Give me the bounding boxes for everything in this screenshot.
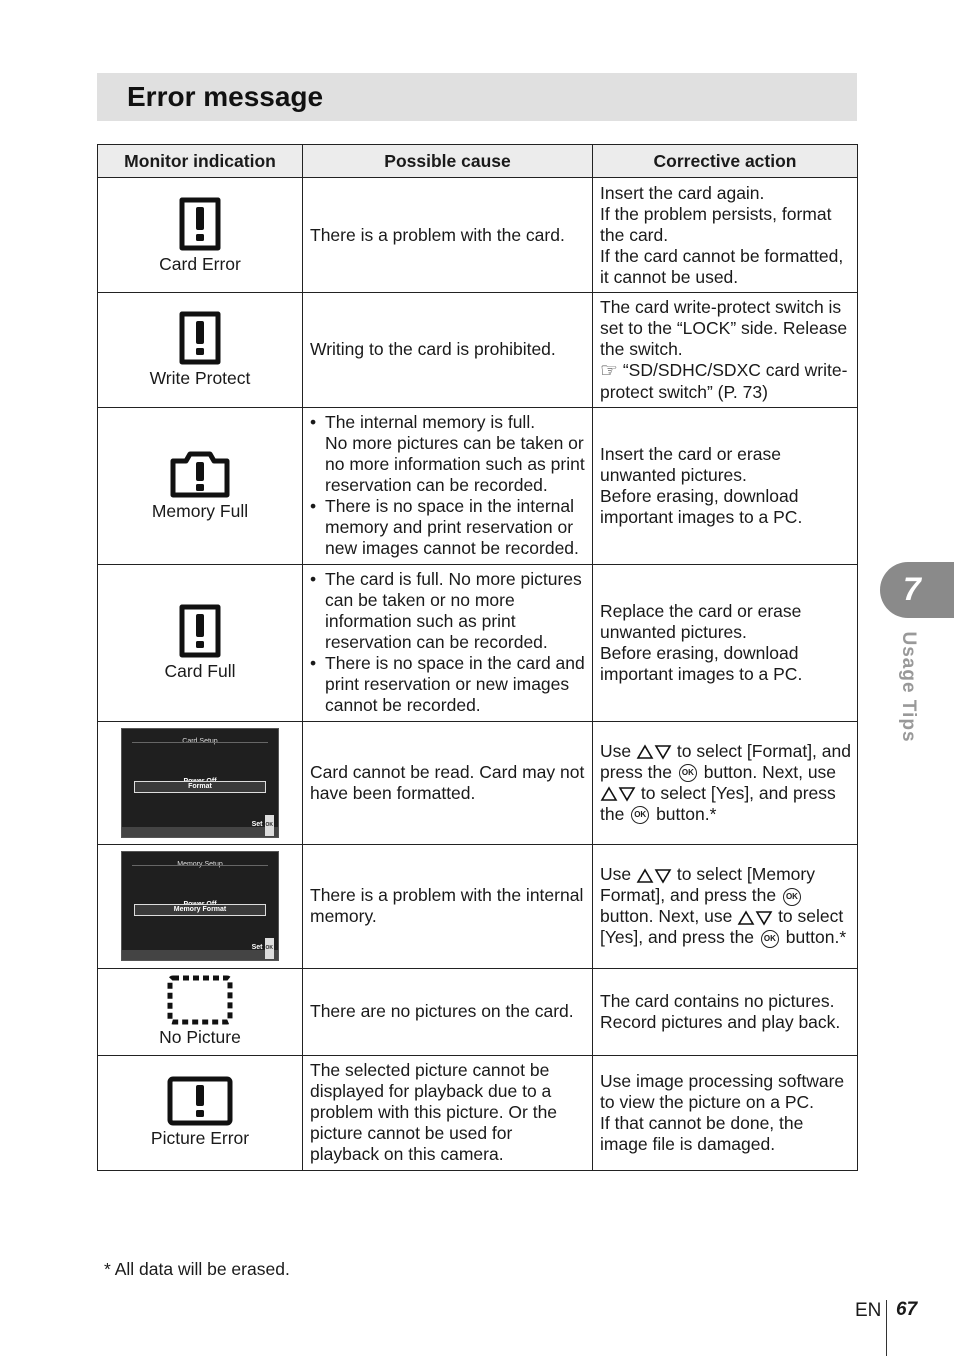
monitor-label: Picture Error: [150, 1128, 250, 1149]
cause-cell: There are no pictures on the card.: [303, 968, 593, 1055]
monitor-cell: [98, 1055, 303, 1170]
cause-list: [310, 412, 586, 559]
action-reference: [600, 360, 851, 403]
picture-error-icon: [167, 1076, 233, 1126]
cause-list: [310, 569, 586, 716]
action-text: button.*: [785, 927, 847, 948]
screen-set-label: [252, 937, 274, 959]
action-line: Use image processing software to view the picture on a PC.: [600, 1070, 845, 1112]
table-row: [98, 844, 858, 968]
monitor-label: Write Protect: [149, 368, 251, 389]
set-text: Set: [251, 820, 263, 828]
page-divider: [886, 1300, 887, 1356]
action-cell: [593, 407, 858, 564]
action-cell: [593, 844, 858, 968]
list-item: [310, 496, 586, 559]
monitor-label: No Picture: [159, 1027, 241, 1048]
action-line: Before erasing, download important images to a PC.: [600, 642, 803, 684]
table-row: [98, 968, 858, 1055]
monitor-label: Card Error: [159, 253, 241, 274]
table-header-row: [98, 145, 858, 178]
cause-cell: The selected picture cannot be displayed for playback due to a problem with this picture. Or the picture cannot be used for playback on this camera.: [303, 1055, 593, 1170]
action-text: to select [Yes], and press the: [600, 906, 844, 948]
cause-cell: Writing to the card is prohibited.: [303, 293, 593, 408]
bullet-detail: No more pictures can be taken or no more information such as print reservation can be recorded.: [325, 433, 585, 496]
write-protect-icon: [178, 310, 222, 366]
up-arrow-icon: [636, 744, 654, 760]
list-item: • There is no space in the card and print reservation or new images cannot be recorded.: [310, 653, 586, 716]
error-message-table: [97, 144, 858, 1171]
card-full-icon: [178, 603, 222, 659]
ok-button-icon: OK: [783, 888, 801, 906]
screen-divider: [132, 742, 268, 743]
monitor-cell: [98, 178, 303, 293]
up-arrow-icon: [737, 910, 755, 926]
action-cell: [593, 721, 858, 844]
list-item: [310, 412, 586, 496]
action-line: If that cannot be done, the image file is damaged.: [600, 1112, 804, 1154]
monitor-label: Card Full: [164, 661, 236, 682]
action-text: Use: [600, 864, 632, 885]
action-line: Replace the card or erase unwanted pictures.: [600, 600, 802, 642]
down-arrow-icon: [755, 910, 773, 926]
table-row: [98, 564, 858, 721]
down-arrow-icon: [654, 744, 672, 760]
action-text: to select [Memory Format], and press the: [600, 864, 815, 906]
action-text: button.*: [656, 803, 717, 824]
pointing-hand-icon: ☞: [600, 359, 618, 382]
action-text: to select [Yes], and press the: [600, 782, 836, 824]
list-item: • The card is full. No more pictures can be taken or no more information such as print reservation can be recorded.: [310, 569, 586, 653]
header-corrective-action: Corrective action: [593, 145, 858, 178]
ok-button-icon: OK: [761, 930, 779, 948]
monitor-cell: [98, 844, 303, 968]
header-possible-cause: Possible cause: [303, 145, 593, 178]
action-cell: [593, 968, 858, 1055]
action-line: Insert the card or erase unwanted pictures.: [600, 443, 781, 485]
table-row: [98, 293, 858, 408]
cause-cell: [303, 407, 593, 564]
monitor-cell: [98, 407, 303, 564]
chapter-label: Usage Tips: [898, 631, 919, 743]
cause-cell: There is a problem with the card.: [303, 178, 593, 293]
ok-icon: OK: [265, 815, 275, 836]
monitor-cell: [98, 564, 303, 721]
bullet-head: There is no space in the internal memory and print reservation or new images cannot be recorded.: [325, 496, 579, 559]
chapter-tab: [880, 562, 954, 618]
action-line: If the problem persists, format the card.: [600, 203, 832, 245]
up-arrow-icon: [600, 786, 618, 802]
monitor-cell: [98, 293, 303, 408]
action-line: Record pictures and play back.: [600, 1011, 841, 1032]
chapter-side-label: [896, 632, 920, 744]
up-arrow-icon: [636, 868, 654, 884]
action-line: The card write-protect switch is set to the “LOCK” side. Release the switch.: [600, 297, 848, 359]
page-number: 67: [896, 1299, 918, 1320]
table-row: [98, 1055, 858, 1170]
action-text: to select [Format], and press the: [600, 740, 851, 782]
action-line: Before erasing, download important images to a PC.: [600, 485, 803, 527]
memory-setup-screen: [121, 851, 279, 961]
memory-full-icon: [169, 449, 231, 499]
screen-option-selected: Memory Format: [134, 904, 266, 916]
footnote: * All data will be erased.: [104, 1259, 290, 1279]
header-monitor-indication: Monitor indication: [98, 145, 303, 178]
action-cell: [593, 1055, 858, 1170]
chapter-number: 7: [903, 571, 921, 607]
cause-cell: [303, 564, 593, 721]
bullet-head: The internal memory is full.: [325, 412, 536, 433]
page-title: Error message: [127, 81, 324, 112]
action-cell: [593, 293, 858, 408]
screen-set-label: [252, 814, 274, 836]
down-arrow-icon: [618, 786, 636, 802]
page-language: EN: [855, 1300, 882, 1321]
monitor-cell: [98, 721, 303, 844]
action-text: Use: [600, 740, 632, 761]
ok-button-icon: OK: [679, 764, 697, 782]
table-row: [98, 178, 858, 293]
action-cell: [593, 564, 858, 721]
action-cell: [593, 178, 858, 293]
action-line: The card contains no pictures.: [600, 990, 835, 1011]
action-text: button. Next, use: [600, 906, 733, 927]
monitor-cell: [98, 968, 303, 1055]
no-picture-icon: [167, 975, 233, 1025]
ok-icon: OK: [265, 938, 275, 959]
action-line: Insert the card again.: [600, 182, 765, 203]
title-bar: [97, 73, 857, 121]
card-error-icon: [178, 196, 222, 252]
screen-divider: [132, 865, 268, 866]
table-row: [98, 407, 858, 564]
ok-button-icon: OK: [631, 806, 649, 824]
cause-cell: Card cannot be read. Card may not have been formatted.: [303, 721, 593, 844]
set-text: Set: [251, 944, 263, 952]
down-arrow-icon: [654, 868, 672, 884]
monitor-label: Memory Full: [151, 501, 249, 522]
action-line: If the card cannot be formatted, it cannot be used.: [600, 245, 844, 287]
reference-text: “SD/SDHC/SDXC card write-protect switch” (P. 73): [600, 360, 848, 402]
screen-option-selected: Format: [134, 781, 266, 793]
table-row: [98, 721, 858, 844]
cause-cell: There is a problem with the internal memory.: [303, 844, 593, 968]
card-setup-screen: [121, 728, 279, 838]
action-text: button. Next, use: [703, 761, 837, 782]
